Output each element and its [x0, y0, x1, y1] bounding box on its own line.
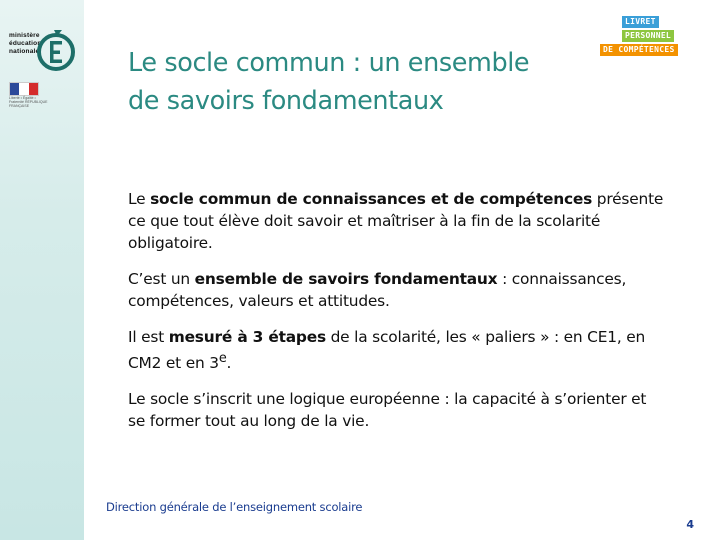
e-logo-icon [36, 28, 76, 72]
paragraph-2: C’est un ensemble de savoirs fondamentaux : connaissances, compétences, valeurs et attitudes. [128, 270, 627, 310]
logo-motto: Liberté • Égalité • Fraternité RÉPUBLIQUE FRANÇAISE [9, 96, 48, 108]
logo-word-3: nationale [9, 48, 40, 55]
page-title [128, 44, 608, 120]
paragraph-4: Le socle s’inscrit une logique européenne : la capacité à s’orienter et se former tout au long de la vie. [128, 390, 647, 431]
paragraph-1: Le socle commun de connaissances et de compétences présente ce que tout élève doit savoir et maîtriser à la fin de la scolarité obligatoire. [128, 190, 664, 252]
ministry-logo [6, 26, 76, 106]
french-flag-icon [9, 82, 39, 96]
badge-line-3: DE COMPÉTENCES [600, 44, 678, 56]
badge-line-1: LIVRET [622, 16, 659, 28]
footer-text: Direction générale de l’enseignement scolaire [106, 500, 363, 514]
page-number: 4 [686, 518, 694, 531]
paragraph-3: Il est mesuré à 3 étapes de la scolarité, les « paliers » : en CE1, en CM2 et en 3e. [128, 328, 646, 373]
logo-word-2: éducation [9, 40, 42, 47]
title-line-1: Le socle commun : un ensemble [128, 48, 530, 78]
livret-competences-badge [600, 16, 690, 66]
badge-line-2: PERSONNEL [622, 30, 674, 42]
logo-word-1: ministère [9, 32, 40, 39]
slide-body [128, 188, 668, 446]
title-line-2: de savoirs fondamentaux [128, 86, 444, 116]
